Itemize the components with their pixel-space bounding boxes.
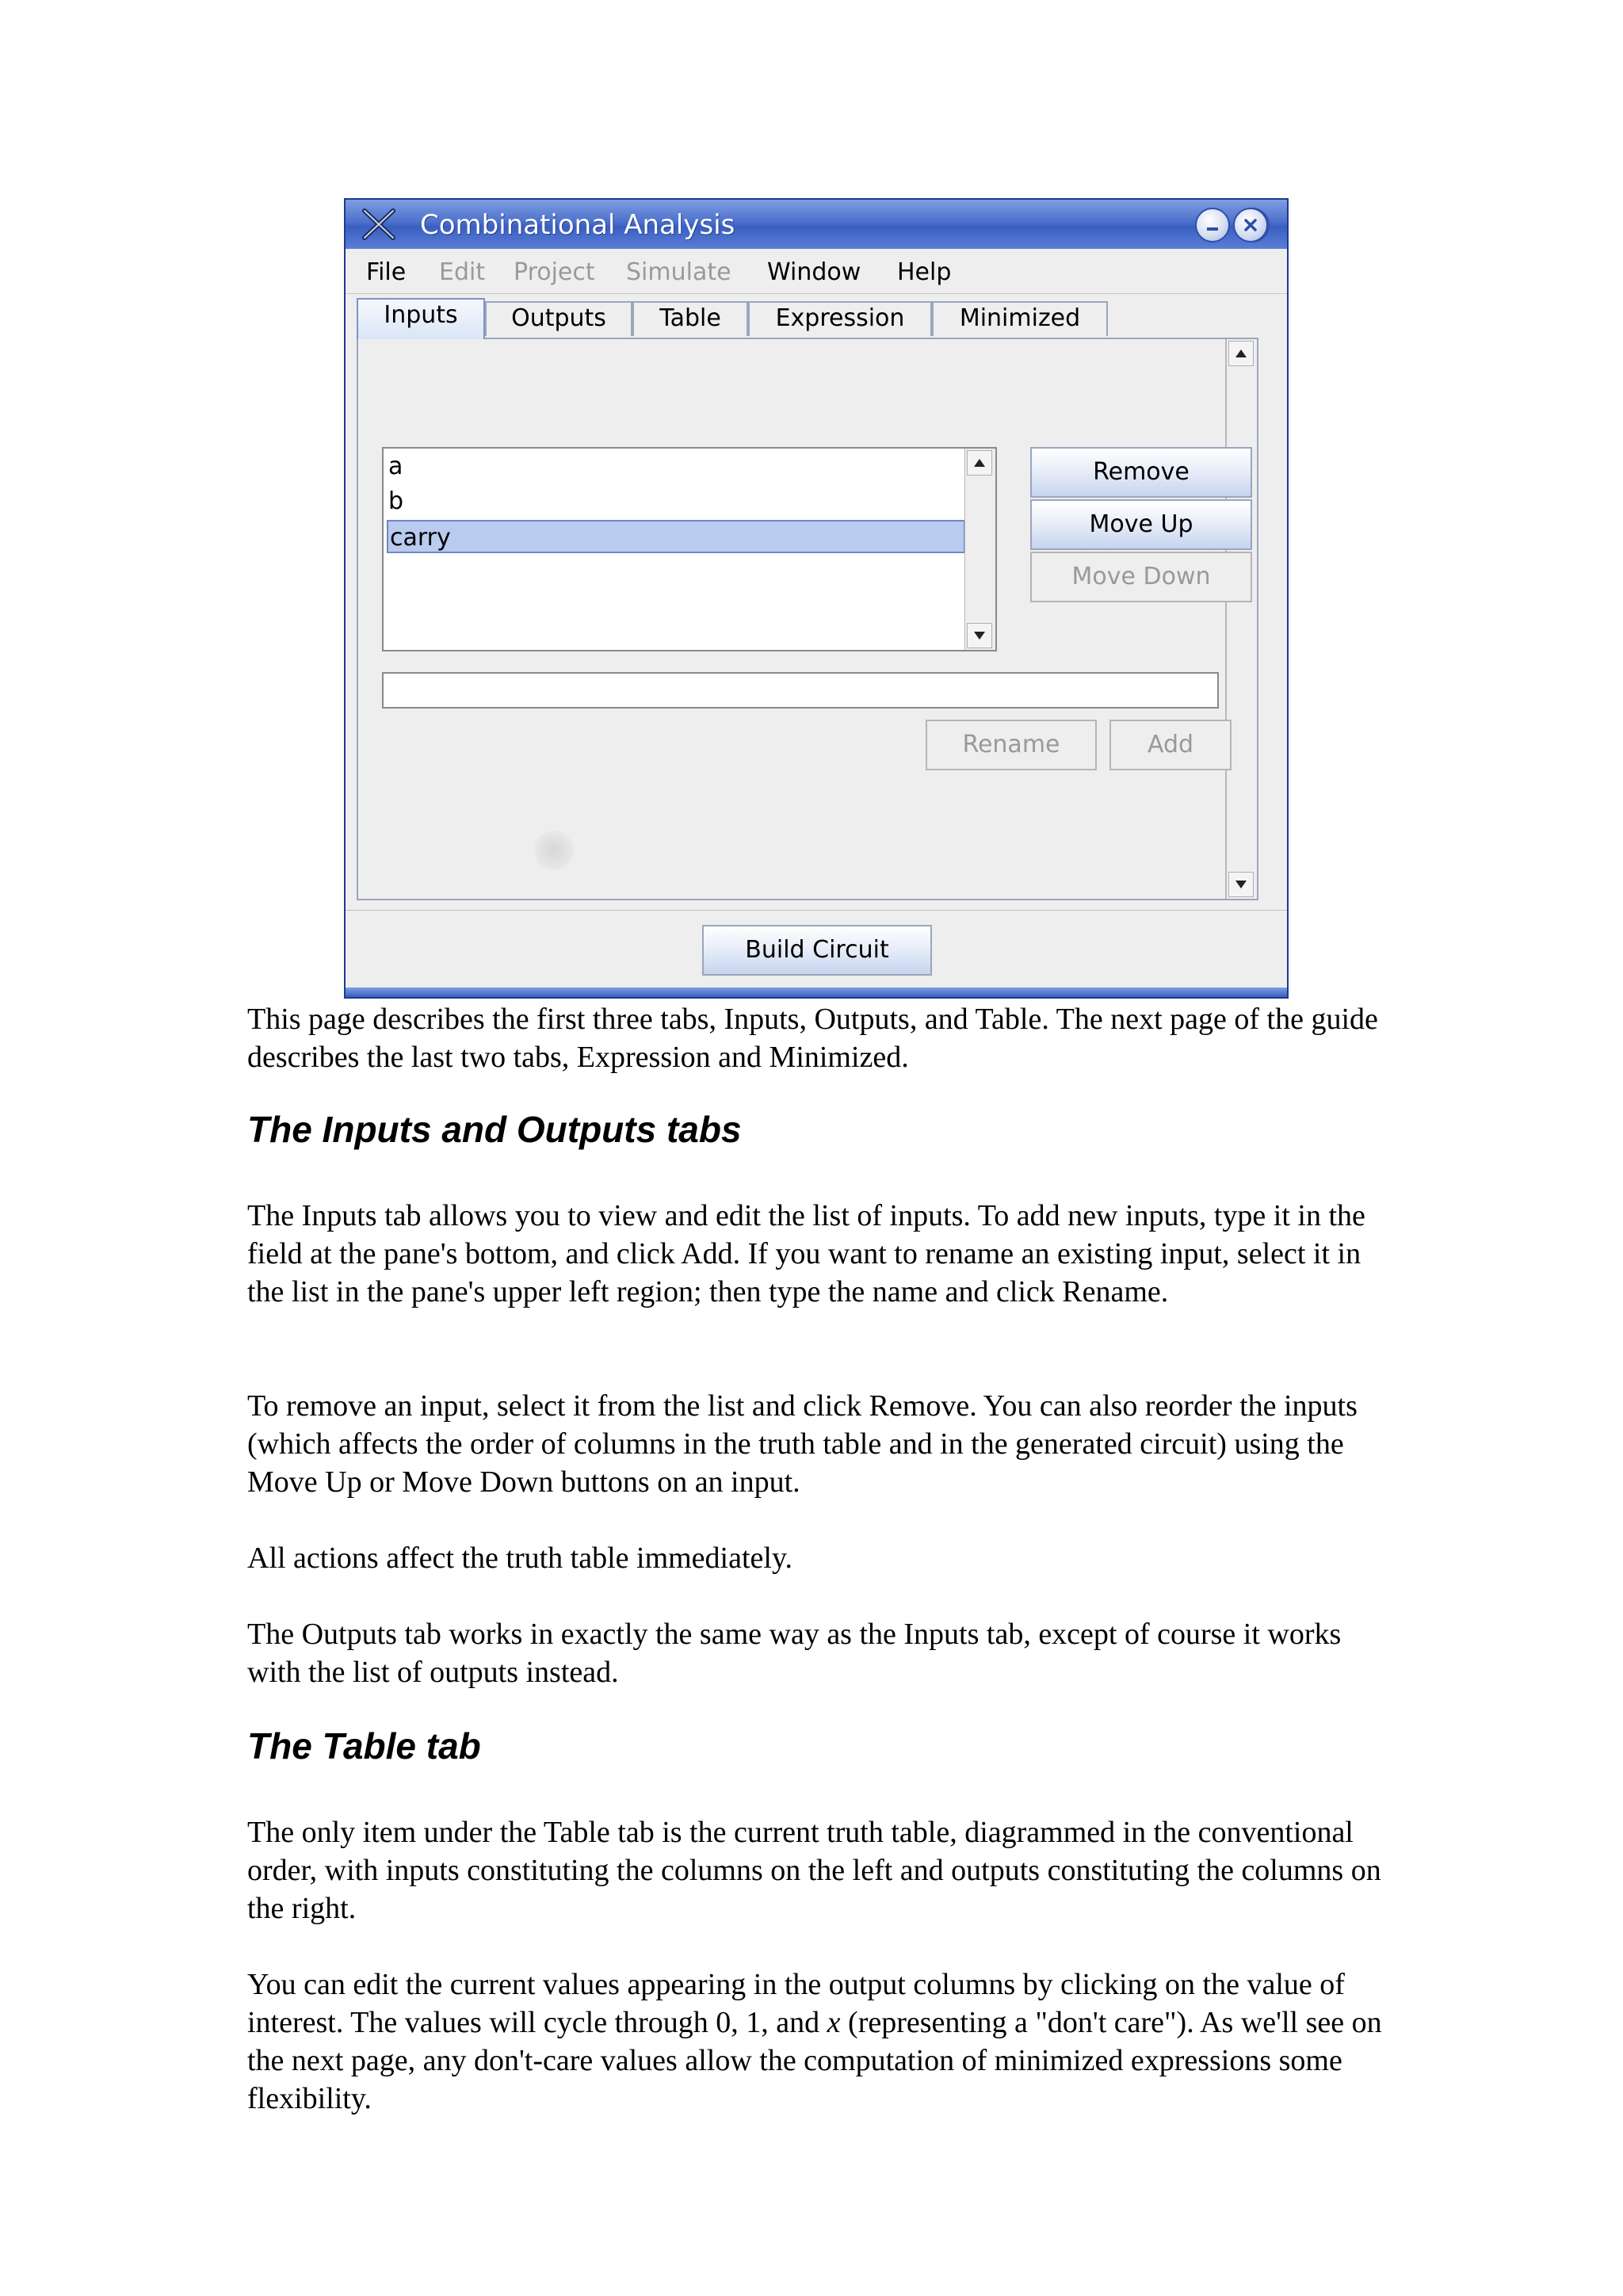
move-up-button[interactable]: Move Up	[1030, 499, 1252, 550]
scroll-up-button[interactable]	[1228, 341, 1254, 366]
add-button[interactable]: Add	[1109, 720, 1232, 770]
paragraph-actions: All actions affect the truth table immediately.	[247, 1541, 792, 1575]
menu-window[interactable]: Window	[767, 258, 861, 286]
minimize-button[interactable]	[1195, 208, 1230, 243]
menu-file[interactable]: File	[366, 258, 407, 286]
arrow-down-icon	[1235, 879, 1247, 890]
combinational-analysis-window	[344, 198, 1289, 999]
remove-button[interactable]: Remove	[1030, 447, 1252, 498]
arrow-down-icon	[973, 630, 986, 641]
list-scroll-up-button[interactable]	[967, 450, 992, 476]
panel-scrollbar[interactable]	[1225, 339, 1257, 899]
list-item[interactable]: a	[388, 453, 403, 480]
menu-project[interactable]: Project	[514, 258, 595, 286]
title-bar[interactable]	[346, 200, 1287, 249]
arrow-up-icon	[973, 457, 986, 468]
move-down-button[interactable]: Move Down	[1030, 552, 1252, 602]
tab-inputs[interactable]: Inputs	[357, 298, 485, 339]
inputs-list[interactable]	[382, 447, 997, 651]
list-item[interactable]: b	[388, 487, 404, 515]
edit-values-text-1: You can edit the current values appearing in the output columns by clicking on the value of interest. The values will cycle through 0, 1, and	[247, 1968, 1345, 2039]
heading-table-tab: The Table tab	[247, 1725, 481, 1767]
paragraph-table-tab: The only item under the Table tab is the current truth table, diagrammed in the conventional order, with inputs constituting the columns on the left and outputs constituting the columns on the right.	[247, 1816, 1381, 1925]
inputs-tab-panel	[357, 338, 1258, 900]
build-circuit-button[interactable]: Build Circuit	[702, 925, 932, 976]
minimize-icon	[1204, 216, 1221, 234]
close-icon	[1242, 216, 1259, 234]
tab-table[interactable]: Table	[632, 301, 748, 336]
menu-simulate[interactable]: Simulate	[626, 258, 731, 286]
paragraph-remove-input: To remove an input, select it from the list and click Remove. You can also reorder the inputs (which affects the order of columns in the truth table and in the generated circuit) using the Move Up or Move Down buttons on an input.	[247, 1389, 1358, 1499]
arrow-up-icon	[1235, 348, 1247, 359]
list-scrollbar[interactable]	[964, 449, 995, 650]
intro-paragraph: This page describes the first three tabs, Inputs, Outputs, and Table. The next page of the guide describes the last two tabs, Expression and Minimized.	[247, 1003, 1378, 1074]
tab-minimized[interactable]: Minimized	[932, 301, 1108, 336]
scroll-down-button[interactable]	[1228, 872, 1254, 897]
input-name-field[interactable]	[382, 672, 1219, 709]
tab-expression[interactable]: Expression	[748, 301, 932, 336]
heading-inputs-outputs: The Inputs and Outputs tabs	[247, 1109, 742, 1150]
window-bottom-edge	[346, 988, 1287, 997]
close-button[interactable]	[1233, 208, 1268, 243]
tab-outputs[interactable]: Outputs	[485, 301, 632, 336]
window-title: Combinational Analysis	[420, 209, 735, 241]
tab-strip	[357, 298, 1287, 338]
menu-help[interactable]: Help	[897, 258, 952, 286]
menu-edit[interactable]: Edit	[439, 258, 486, 286]
app-logo-icon	[361, 208, 396, 241]
menu-bar	[346, 249, 1287, 294]
list-scroll-down-button[interactable]	[967, 623, 992, 648]
paragraph-inputs-tab: The Inputs tab allows you to view and edit the list of inputs. To add new inputs, type it in the field at the pane's bottom, and click Add. If you want to rename an existing input, select it in the list in the pane's upper left region; then type the name and click Rename.	[247, 1199, 1365, 1308]
bottom-bar	[346, 910, 1287, 988]
busy-cursor-icon	[534, 831, 574, 870]
edit-values-text-2: (representing a "don't care"). As we'll see on the next page, any don't-care values allow the computation of minimized expressions some flexibility.	[247, 2006, 1382, 2115]
paragraph-edit-values	[247, 1966, 1396, 2118]
paragraph-outputs-tab: The Outputs tab works in exactly the same way as the Inputs tab, except of course it works with the list of outputs instead.	[247, 1618, 1342, 1689]
rename-button[interactable]: Rename	[926, 720, 1097, 770]
list-item-selected[interactable]: carry	[387, 520, 965, 553]
dont-care-symbol: x	[827, 2006, 841, 2039]
